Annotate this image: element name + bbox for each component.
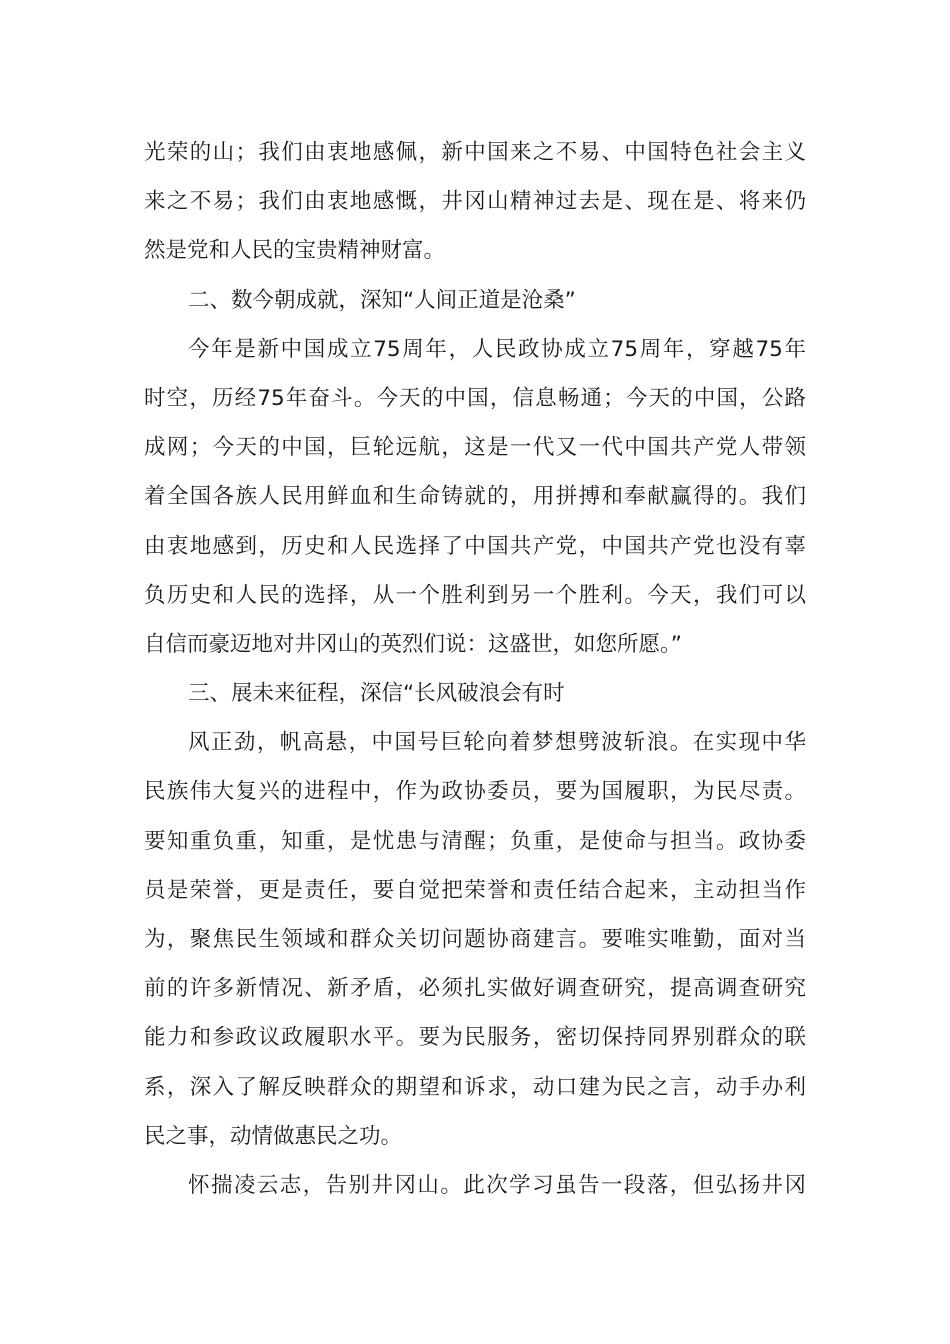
text-line: 成网；今天的中国，巨轮远航，这是一代又一代中国共产党人带领 (144, 435, 806, 461)
text-line: 民族伟大复兴的进程中，作为政协委员，要为国履职，为民尽责。 (144, 779, 806, 805)
text-line: 能力和参政议政履职水平。要为民服务，密切保持同界别群众的联 (144, 1025, 806, 1051)
text-line: 负历史和人民的选择，从一个胜利到另一个胜利。今天，我们可以 (144, 582, 806, 608)
text-line: 前的许多新情况、新矛盾，必须扎实做好调查研究，提高调查研究 (144, 976, 806, 1002)
text-line: 今年是新中国成立75周年，人民政协成立75周年，穿越75年 (188, 336, 806, 362)
text-line: 三、展未来征程，深信“长风破浪会有时 (188, 681, 565, 707)
text-line: 来之不易；我们由衷地感慨，井冈山精神过去是、现在是、将来仍 (144, 189, 806, 215)
text-line: 系，深入了解反映群众的期望和诉求，动口建为民之言，动手办利 (144, 1074, 806, 1100)
text-line: 光荣的山；我们由衷地感佩，新中国来之不易、中国特色社会主义 (144, 140, 806, 165)
document-body (144, 128, 806, 1210)
text-line: 然是党和人民的宝贵精神财富。 (144, 238, 446, 264)
text-line: 自信而豪迈地对井冈山的英烈们说：这盛世，如您所愿。” (144, 631, 682, 657)
text-line: 由衷地感到，历史和人民选择了中国共产党，中国共产党也没有辜 (144, 533, 806, 559)
text-line: 民之事，动情做惠民之功。 (144, 1123, 403, 1149)
text-line: 员是荣誉，更是责任，要自觉把荣誉和责任结合起来，主动担当作 (144, 877, 806, 903)
text-line: 二、数今朝成就，深知“人间正道是沧桑” (188, 287, 576, 313)
text-line: 怀揣凌云志，告别井冈山。此次学习虽告一段落，但弘扬井冈 (188, 1172, 806, 1198)
text-line: 风正劲，帆高悬，中国号巨轮向着梦想劈波斩浪。在实现中华 (188, 730, 806, 756)
text-line: 着全国各族人民用鲜血和生命铸就的，用拼搏和奉献赢得的。我们 (144, 484, 806, 510)
text-line: 时空，历经75年奋斗。今天的中国，信息畅通；今天的中国，公路 (144, 385, 806, 411)
text-line: 为，聚焦民生领域和群众关切问题协商建言。要唯实唯勤，面对当 (144, 927, 806, 952)
text-line: 要知重负重，知重，是忧患与清醒；负重，是使命与担当。政协委 (144, 828, 806, 854)
